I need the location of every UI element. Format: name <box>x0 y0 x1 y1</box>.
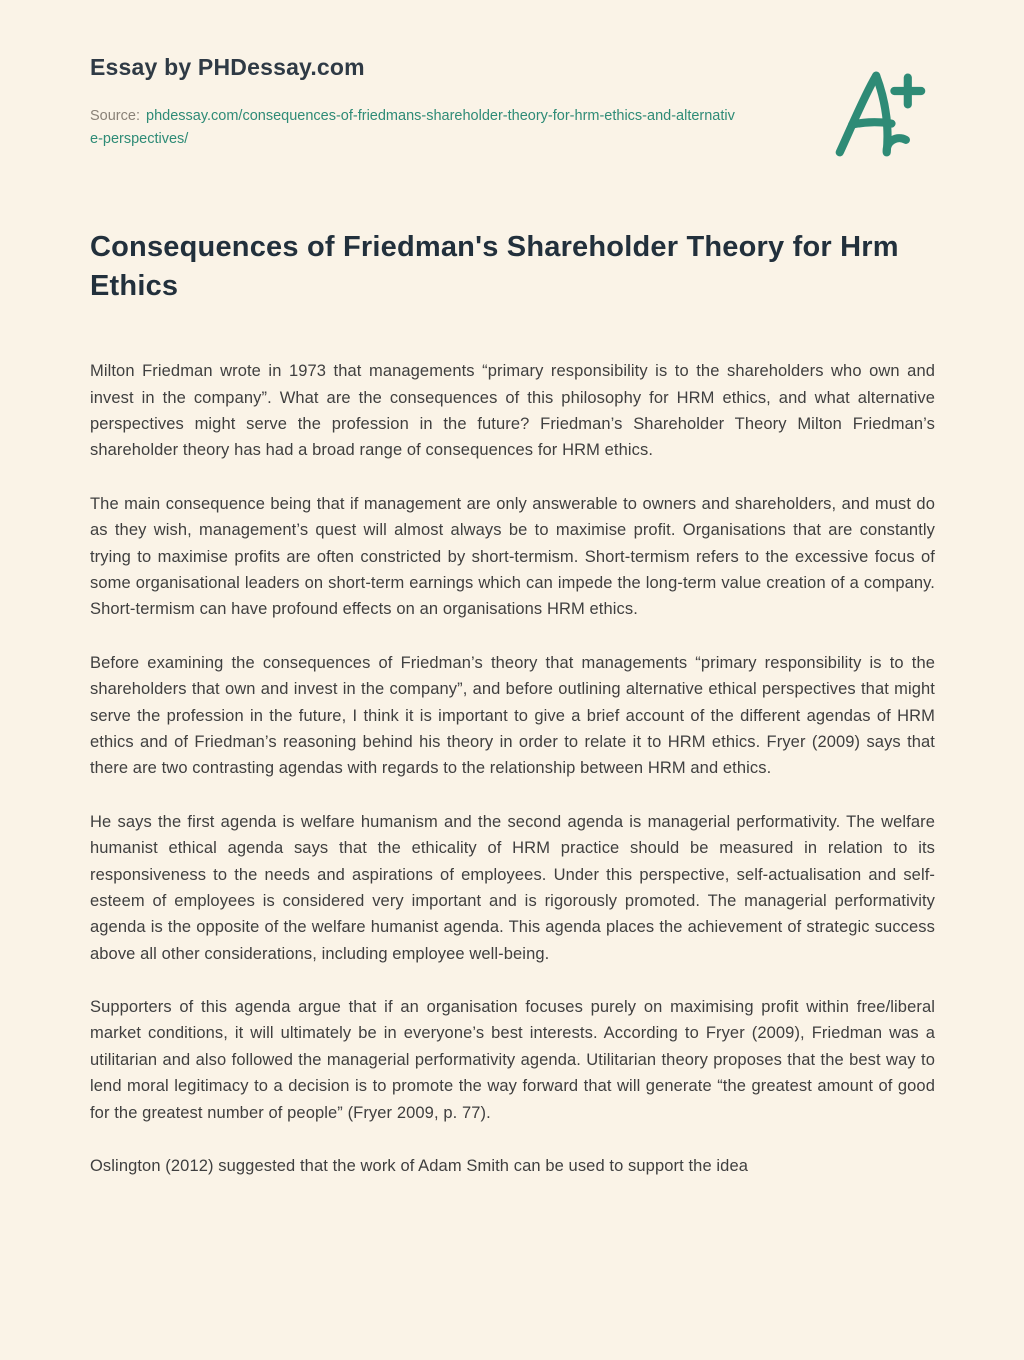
essay-paragraph: Before examining the consequences of Friedman’s theory that managements “primary responsibility is to the shareholders that own and invest in the company”, and before outlining alternative ethical perspectives that might serve the profession in the future, I think it is important to give a brief account of the different agendas of HRM ethics and of Friedman’s reasoning behind his theory in order to relate it to HRM ethics. Fryer (2009) says that there are two contrasting agendas with regards to the relationship between HRM and ethics. <box>90 653 935 778</box>
page-title: Consequences of Friedman's Shareholder Theory for Hrm Ethics <box>90 230 899 303</box>
essay-byline: Essay by PHDessay.com <box>90 54 365 80</box>
essay-body <box>90 358 935 1179</box>
essay-paragraph: Supporters of this agenda argue that if an organisation focuses purely on maximising profit within free/liberal market conditions, it will ultimately be in everyone’s best interests. According to Fryer (2009), Friedman was a utilitarian and also followed the managerial performativity agenda. Utilitarian theory proposes that the best way to lend moral legitimacy to a decision is to promote the way forward that will generate “the greatest amount of good for the greatest number of people” (Fryer 2009, p. 77). <box>90 998 935 1122</box>
source-line <box>90 105 742 152</box>
source-link[interactable]: phdessay.com/consequences-of-friedmans-shareholder-theory-for-hrm-ethics-and-alternative-perspectives/ <box>90 108 735 148</box>
essay-paragraph: Oslington (2012) suggested that the work of Adam Smith can be used to support the idea <box>90 1157 748 1176</box>
phdessay-a-plus-logo-icon <box>832 68 928 160</box>
essay-paragraph: The main consequence being that if management are only answerable to owners and shareholders, and must do as they wish, management’s quest will almost always be to maximise profit. Organisations that are constantly trying to maximise profits are often constricted by short-termism. Short-termism refers to the excessive focus of some organisational leaders on short-term earnings which can impede the long-term value creation of a company. Short-termism can have profound effects on an organisations HRM ethics. <box>90 494 935 619</box>
essay-paragraph: He says the first agenda is welfare humanism and the second agenda is managerial performativity. The welfare humanist ethical agenda says that the ethicality of HRM practice should be measured in relation to its responsiveness to the needs and aspirations of employees. Under this perspective, self-actualisation and self-esteem of employees is considered very important and is rigorously promoted. The managerial performativity agenda is the opposite of the welfare humanist agenda. This agenda places the achievement of strategic success above all other considerations, including employee well-being. <box>90 812 935 963</box>
essay-paragraph: Milton Friedman wrote in 1973 that managements “primary responsibility is to the shareholders who own and invest in the company”. What are the consequences of this philosophy for HRM ethics, and what alternative perspectives might serve the profession in the future? Friedman’s Shareholder Theory Milton Friedman’s shareholder theory has had a broad range of consequences for HRM ethics. <box>90 362 935 460</box>
source-label: Source: <box>90 108 140 124</box>
